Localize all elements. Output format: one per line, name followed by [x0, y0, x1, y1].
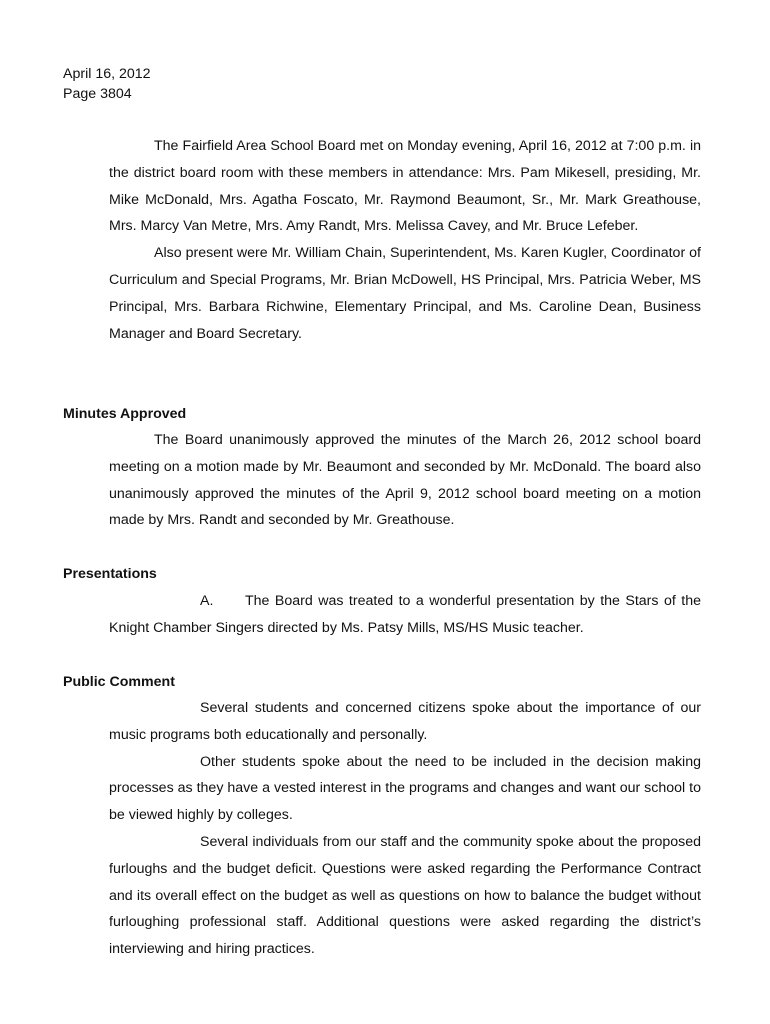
presentation-item-label: A.	[200, 593, 214, 609]
page-number: Page 3804	[63, 86, 132, 102]
public-comment-paragraph-1: Several students and concerned citizens spoke about the importance of our music programs both educationally and personally.	[109, 700, 701, 743]
public-comment-heading: Public Comment	[63, 674, 175, 690]
also-present-paragraph: Also present were Mr. William Chain, Superintendent, Ms. Karen Kugler, Coordinator of Curriculum and Special Programs, Mr. Brian McDowell, HS Principal, Mrs. Patricia Weber, MS Principal, Mrs. Barbara Richwine, Elementary Principal, and Ms. Caroline Dean, Business Manager and Board Secretary.	[109, 245, 701, 342]
presentations-heading: Presentations	[63, 566, 157, 582]
minutes-paragraph: The Board unanimously approved the minutes of the March 26, 2012 school board meeting on a motion made by Mr. Beaumont and seconded by Mr. McDonald. The board also unanimously approved the minutes of the April 9, 2012 school board meeting on a motion made by Mrs. Randt and seconded by Mr. Greathouse.	[109, 432, 701, 529]
public-comment-paragraph-2: Other students spoke about the need to be included in the decision making processes as they have a vested interest in the programs and changes and want our school to be viewed highly by colleges.	[109, 753, 701, 824]
minutes-approved-heading: Minutes Approved	[63, 406, 187, 422]
public-comment-section	[109, 695, 701, 963]
attendance-paragraph: The Fairfield Area School Board met on Monday evening, April 16, 2012 at 7:00 p.m. in the district board room with these members in attendance: Mrs. Pam Mikesell, presiding, Mr. Mike McDonald, Mrs. Agatha Foscato, Mr. Raymond Beaumont, Sr., Mr. Mark Greathouse, Mrs. Marcy Van Metre, Mrs. Amy Randt, Mrs. Melissa Cavey, and Mr. Bruce Lefeber.	[109, 138, 701, 235]
meeting-date: April 16, 2012	[63, 66, 151, 82]
presentation-item	[109, 588, 701, 642]
public-comment-paragraph-3: Several individuals from our staff and the community spoke about the proposed furloughs and the budget deficit. Questions were asked regarding the Performance Contract and its overall effect on the budget as well as questions on how to balance the budget without furloughing professional staff. Additional questions were asked regarding the district’s interviewing and hiring practices.	[109, 833, 701, 958]
presentation-item-text: The Board was treated to a wonderful presentation by the Stars of the Knight Chamber Singers directed by Ms. Patsy Mills, MS/HS Music teacher.	[109, 593, 701, 636]
minutes-section	[109, 427, 701, 534]
presentations-section	[109, 588, 701, 642]
intro-section	[109, 133, 701, 347]
page-header	[63, 64, 151, 104]
